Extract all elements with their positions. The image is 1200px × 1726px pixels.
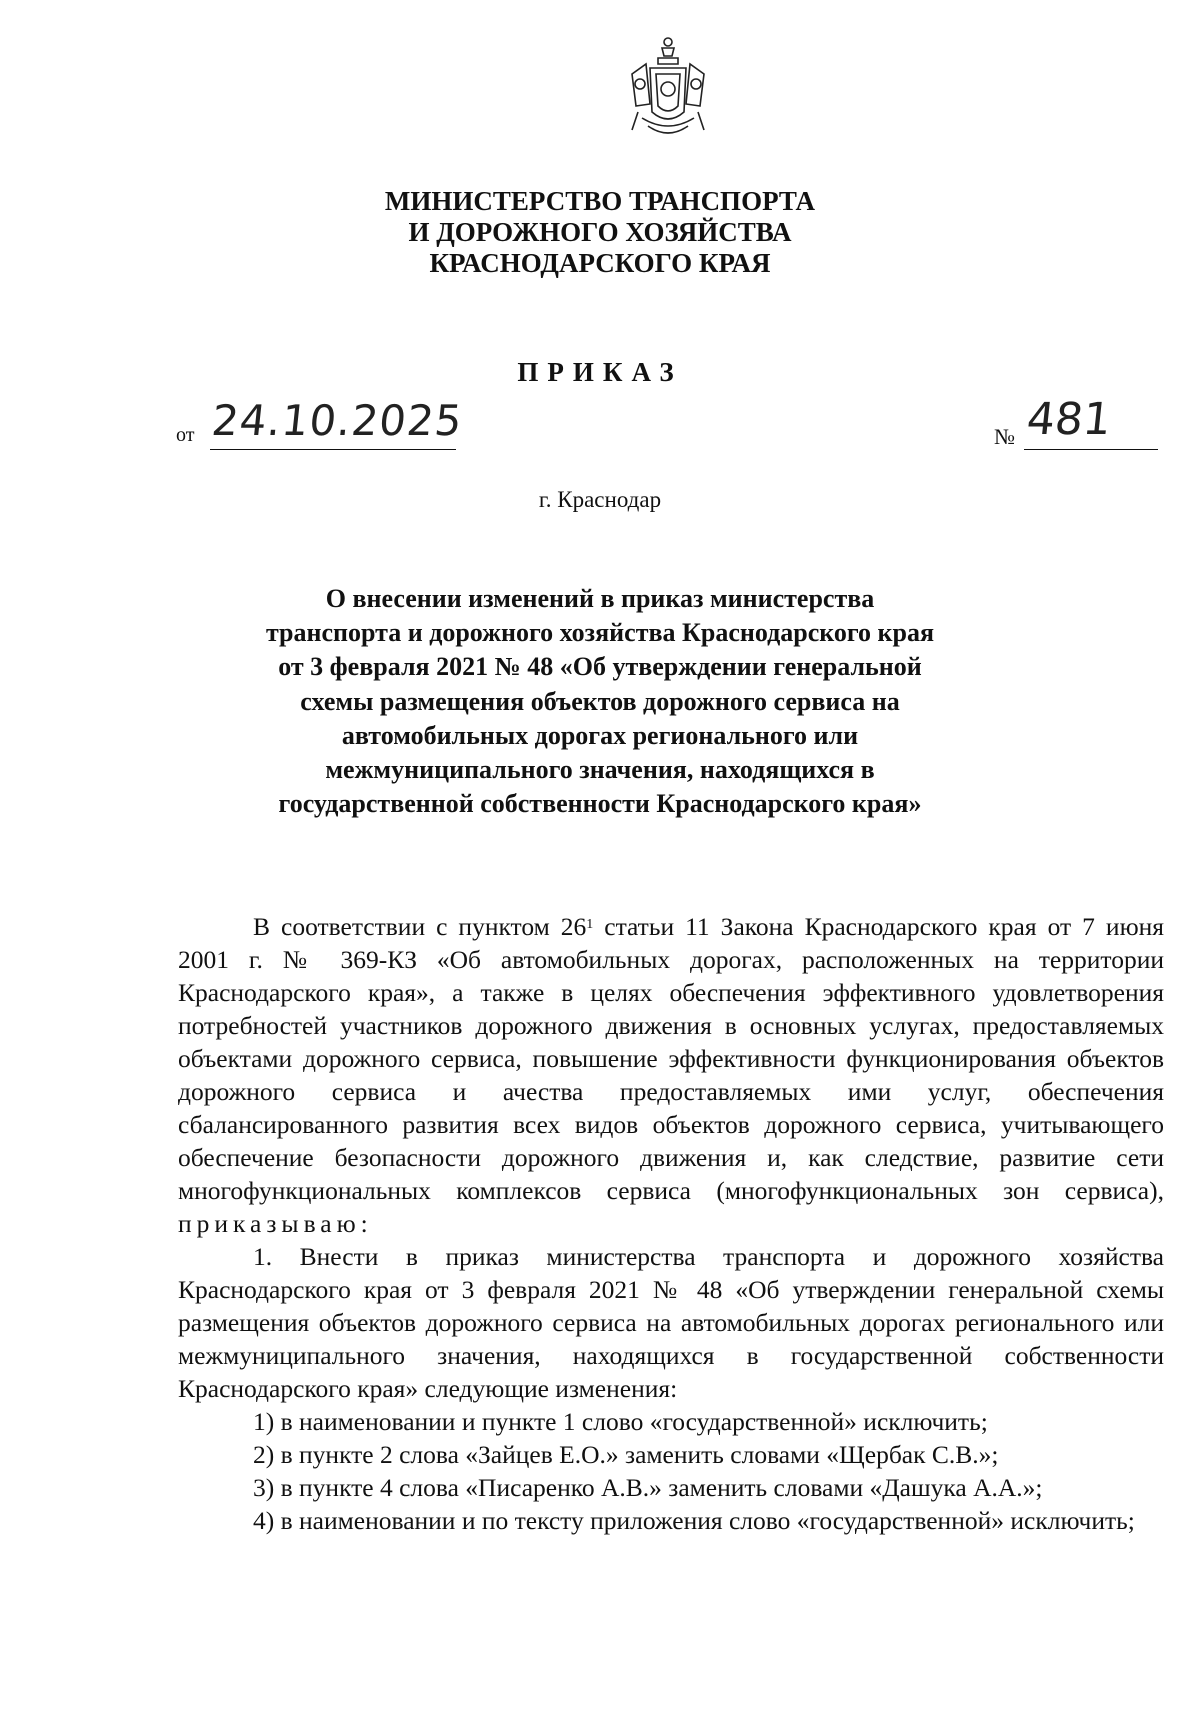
preamble-paragraph: [178, 910, 1164, 1240]
order-body: [178, 910, 1164, 1537]
date-label: от: [176, 424, 195, 446]
item-paragraph: 4) в наименовании и по тексту приложения слово «государственной» исключить;: [253, 1506, 1135, 1535]
ministry-line: КРАСНОДАРСКОГО КРАЯ: [429, 248, 771, 278]
order-subject: [0, 582, 1200, 821]
subject-line: межмуниципального значения, находящихся в: [325, 755, 875, 785]
document-type: ПРИКАЗ: [517, 357, 683, 387]
city: г. Краснодар: [538, 487, 662, 512]
subject-line: от 3 февраля 2021 № 48 «Об утверждении генеральной: [278, 652, 922, 682]
subject-line: схемы размещения объектов дорожного сервиса на: [300, 686, 900, 716]
number-underline: [1024, 449, 1158, 450]
preamble-text: статьи 11 Закона Краснодарского края от 7 июня 2001 г. № 369-КЗ «Об автомобильных дорогах, расположенных на территории Краснодарского края», а также в целях обеспечения эффективного удовлетворения потребностей участников дорожного движения в основных услугах, предоставляемых объектами дорожного сервиса, повышение эффективности функционирования объектов дорожного сервиса и ачества предоставляемых ими услуг, обеспечения сбалансированного развития всех видов объектов дорожного сервиса, учитывающего обеспечение безопасности дорожного движения и, как следствие, развитие сети многофункциональных комплексов сервиса (многофункциональных зон сервиса),: [178, 912, 1164, 1205]
handwritten-date: 24.10.2025: [209, 396, 466, 445]
ministry-line: МИНИСТЕРСТВО ТРАНСПОРТА: [384, 186, 816, 216]
preamble-text: В соответствии с пунктом 26: [253, 912, 587, 941]
item-paragraph: 3) в пункте 4 слова «Писаренко А.В.» заменить словами «Дашука А.А.»;: [253, 1473, 1043, 1502]
date-underline: [210, 449, 456, 450]
item-paragraph: 2) в пункте 2 слова «Зайцев Е.О.» заменить словами «Щербак С.В.»;: [253, 1440, 999, 1469]
ministry-name: [0, 186, 1200, 279]
number-label: №: [994, 424, 1015, 449]
handwritten-number: 481: [1024, 394, 1114, 445]
preamble-text: :: [360, 1209, 368, 1238]
order-word: приказываю: [178, 1209, 361, 1238]
ministry-line: И ДОРОЖНОГО ХОЗЯЙСТВА: [408, 217, 792, 247]
subject-line: транспорта и дорожного хозяйства Краснодарского края: [265, 618, 935, 648]
item-paragraph: 1) в наименовании и пункте 1 слово «государственной» исключить;: [253, 1407, 988, 1436]
item-paragraph: 1. Внести в приказ министерства транспорта и дорожного хозяйства Краснодарского края от 3 февраля 2021 № 48 «Об утверждении генеральной схемы размещения объектов дорожного сервиса на автомобильных дорогах регионального или межмуниципального значения, находящихся в государственной собственности Краснодарского края» следующие изменения:: [178, 1242, 1164, 1403]
subject-line: государственной собственности Краснодарского края»: [278, 789, 922, 819]
subject-line: О внесении изменений в приказ министерства: [325, 584, 875, 613]
superscript: 1: [586, 917, 594, 932]
subject-line: автомобильных дорогах регионального или: [341, 720, 859, 750]
coat-of-arms-icon: [628, 34, 708, 146]
